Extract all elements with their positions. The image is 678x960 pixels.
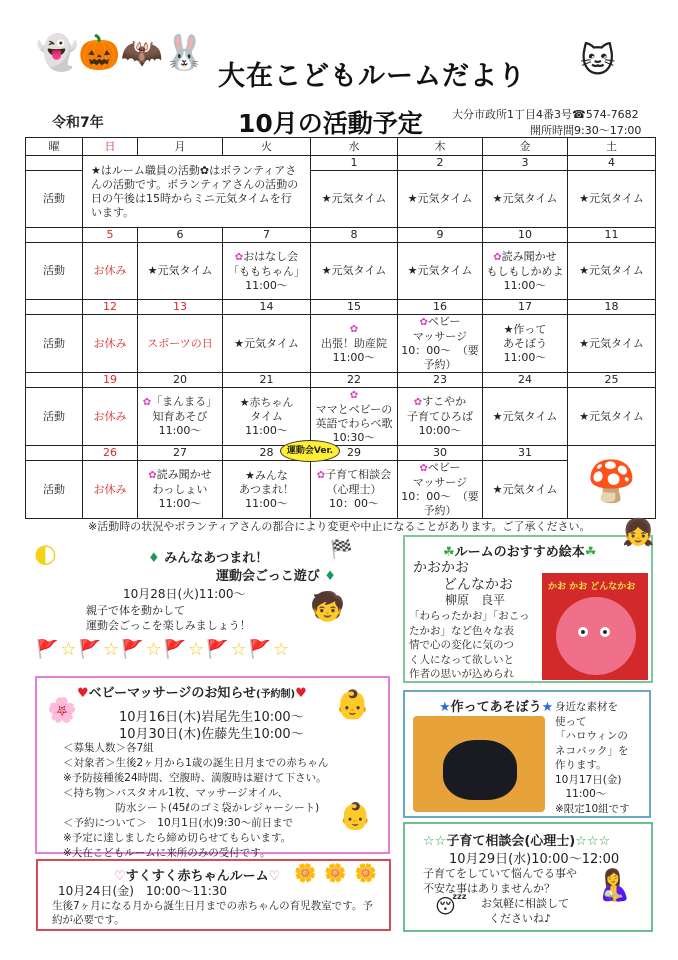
- activity-cell: ★元気タイム: [483, 171, 568, 228]
- date-cell: 25: [568, 373, 656, 388]
- pink-face-icon: [556, 597, 636, 675]
- rabbit-wizard-icon: 🐰: [163, 33, 206, 73]
- activity-cell: ★元気タイム: [568, 243, 656, 300]
- date-cell: 24: [483, 373, 568, 388]
- book-author: 柳原 良平: [445, 593, 506, 607]
- heart-icon: ♥: [77, 686, 89, 701]
- star-icon: ★: [439, 700, 451, 715]
- activity-cell: お休み: [83, 315, 138, 373]
- activity-cell: お休み: [83, 388, 138, 446]
- opening-hours: 開所時間9:30～17:00: [530, 124, 642, 137]
- date-cell: 14: [223, 300, 311, 315]
- date-cell: 21: [223, 373, 311, 388]
- date-cell: 11: [568, 228, 656, 243]
- activity-cell: ✿おはなし会 「ももちゃん」 11:00～: [223, 243, 311, 300]
- book-desc: 「わらったかお」「おこっ たかお」など色々な表 情で心の変化に気のつ く人になって欲しいと 作者の思いが込められ: [409, 610, 530, 680]
- date-cell: 30: [398, 446, 483, 461]
- massage-details: ＜募集人数＞各7組 ＜対象者＞生後2ヶ月から1歳の誕生日月までの赤ちゃん ※予防接種後24時間、空腹時、満腹時は避けて下さい。 ＜持ち物＞バスタオル1枚、マッサージオイル、 防水シート(45ℓのゴミ袋かレジャーシート) ＜予約について＞ 10月1日(水)9:30～前日まで ※予定に達しましたら締め切らせてもらいます。 ※大在こどもルームに来所のみの受付です。: [63, 742, 329, 859]
- activity-label: 活動: [26, 461, 83, 519]
- date-cell: 13: [138, 300, 223, 315]
- row-label-header: 曜: [26, 138, 83, 156]
- parenting-consultation-section: [403, 822, 653, 932]
- activity-label: 活動: [26, 243, 83, 300]
- date-cell: 27: [138, 446, 223, 461]
- pumpkin-carriage-icon: 🎃: [78, 33, 121, 73]
- date-cell: 2: [398, 156, 483, 171]
- baby-room-date: 10月24日(金) 10:00～11:30: [58, 884, 228, 898]
- date-cell: 5: [83, 228, 138, 243]
- date-cell: 10: [483, 228, 568, 243]
- clover-icon: ☘: [443, 545, 455, 560]
- craft-details: 身近な素材を 使って 「ハロウィンの ネコバック」を 作ります。 10月17日(金) 11:00～ ※限定10組です: [555, 701, 630, 815]
- black-cat-icon: [443, 740, 517, 800]
- activity-cell: お休み: [83, 461, 138, 519]
- star-icon: ★: [541, 700, 554, 715]
- recommended-book-section: [403, 535, 653, 683]
- mushroom-cell: [568, 446, 656, 519]
- activity-cell: ✿ベビー マッサージ 10：00～ （要 予約）: [398, 315, 483, 373]
- mother-baby-icon: 🤱: [595, 868, 633, 903]
- diamond-icon: ♦: [324, 569, 336, 584]
- activity-label: 活動: [26, 171, 83, 228]
- sports-date: 10月28日(火)11:00～: [123, 587, 246, 601]
- date-cell: 6: [138, 228, 223, 243]
- activity-label: 活動: [26, 388, 83, 446]
- date-cell: 3: [483, 156, 568, 171]
- date-row: [26, 300, 656, 315]
- date-cell: 31: [483, 446, 568, 461]
- consult-line1: 子育てをしていて悩んでる事や: [423, 867, 577, 880]
- date-row: [26, 373, 656, 388]
- date-cell: 19: [83, 373, 138, 388]
- calendar-footnote: ※活動時の状況やボランティアさんの都合により変更や中止になることがあります。ご了承ください。: [88, 520, 591, 533]
- consult-line2: 不安な事はありませんか？: [423, 882, 555, 895]
- diamond-icon: ♦: [148, 551, 160, 566]
- date-cell: 1: [311, 156, 398, 171]
- baby-lying-icon: 👶: [339, 802, 372, 832]
- date-row: [26, 228, 656, 243]
- activity-cell: ✿ ママとベビーの 英語でわらべ歌 10:30～: [311, 388, 398, 446]
- clover-icon: ☘: [584, 545, 597, 560]
- sports-event-section: [30, 535, 392, 670]
- activity-cell: ★元気タイム: [483, 461, 568, 519]
- cheerleader-child-icon: 🧒: [310, 590, 345, 623]
- massage-heading-note: (予約制): [255, 689, 296, 700]
- activity-cell: ✿すこやか 子育てひろば 10:00～: [398, 388, 483, 446]
- massage-session-1: 10月16日(木)岩尾先生10:00～: [119, 710, 304, 725]
- date-cell: 9: [398, 228, 483, 243]
- massage-heading: ベビーマッサージのお知らせ: [88, 686, 256, 701]
- date-row: [26, 446, 656, 461]
- flag-banner-icon: 🏁: [330, 539, 353, 560]
- legend-note: ★はルーム職員の活動✿はボランティアさんの活動です。ボランティアさんの活動の日の午後は15時からミニ元気タイムを行います。: [83, 156, 311, 228]
- activity-row: [26, 315, 656, 373]
- book-heading: ルームのおすすめ絵本: [454, 545, 585, 560]
- activity-cell: ★元気タイム: [311, 171, 398, 228]
- heart-outline-icon: ♡: [114, 869, 126, 884]
- activity-cell: ✿ 出張！助産院 11:00～: [311, 315, 398, 373]
- flower-icon: 🌸: [47, 696, 77, 724]
- consult-heading: 子育て相談会(心理士): [446, 834, 576, 849]
- sports-title-line2: 運動会ごっこ遊び: [216, 569, 320, 584]
- activity-label: 活動: [26, 315, 83, 373]
- heart-icon: ♥: [295, 686, 307, 701]
- activity-calendar: [25, 137, 656, 519]
- weekday-wed: 水: [311, 138, 398, 156]
- activity-cell: ★元気タイム: [568, 171, 656, 228]
- weekday-tue: 火: [223, 138, 311, 156]
- sleeping-baby-icon: 😴: [435, 894, 468, 918]
- activity-cell: ✿読み聞かせ もしもしかめよ 11:00～: [483, 243, 568, 300]
- date-cell: 23: [398, 373, 483, 388]
- sports-desc-line1: 親子で体を動かして: [86, 604, 185, 617]
- book-cover-image: [542, 573, 648, 680]
- baby-room-section: [36, 859, 391, 931]
- date-cell: 4: [568, 156, 656, 171]
- date-cell: 17: [483, 300, 568, 315]
- date-cell: 8: [311, 228, 398, 243]
- weekday-thu: 木: [398, 138, 483, 156]
- activity-cell: ✿子育て相談会 （心理士） 10：00～: [311, 461, 398, 519]
- flowers-decoration-icon: 🌼🌼🌼: [294, 863, 386, 884]
- baby-room-desc: 生後7ヶ月になる月から誕生日月までの赤ちゃんの育児教室です。予約が必要です。: [52, 900, 373, 926]
- activity-cell: ★赤ちゃん タイム 11:00～: [223, 388, 311, 446]
- weekday-header-row: [26, 138, 656, 156]
- halloween-illustration: [36, 33, 206, 73]
- date-cell: 20: [138, 373, 223, 388]
- date-cell: 28: [223, 446, 311, 461]
- cat-bag-photo: [413, 716, 545, 812]
- date-row: [26, 156, 656, 171]
- baby-massage-section: [35, 676, 390, 859]
- activity-cell: ★元気タイム: [311, 243, 398, 300]
- activity-cell: ★元気タイム: [568, 315, 656, 373]
- baby-room-heading: すくすく赤ちゃんルーム: [125, 869, 269, 884]
- weekday-sat: 土: [568, 138, 656, 156]
- consult-date: 10月29日(水)10:00～12:00: [449, 852, 620, 867]
- craft-section: [403, 690, 651, 818]
- date-cell: 18: [568, 300, 656, 315]
- star-outline-icon: ☆☆: [423, 834, 447, 849]
- date-cell: 29: [311, 446, 398, 461]
- craft-heading: 作ってあそぼう: [450, 700, 542, 715]
- sports-desc-line2: 運動会ごっこを楽しみましょう！: [86, 619, 251, 632]
- activity-cell: ★元気タイム: [568, 388, 656, 446]
- ghost-icon: 👻: [36, 33, 79, 73]
- book-title-line1: かおかお: [413, 560, 469, 576]
- star-outline-icon: ☆☆☆: [575, 834, 611, 849]
- consult-line4: くださいね♪: [489, 912, 552, 925]
- massage-session-2: 10月30日(木)佐藤先生10:00～: [119, 727, 304, 742]
- page-subtitle: 10月の活動予定: [238, 109, 423, 138]
- mushroom-icon: 🍄: [586, 459, 637, 505]
- date-cell: 22: [311, 373, 398, 388]
- address: 大分市政所1丁目4番3号☎574-7682: [452, 108, 639, 121]
- newsletter-title: 大在こどもルームだより: [218, 61, 526, 92]
- sports-title-line1: みんなあつまれ！: [164, 551, 269, 566]
- book-title-line2: どんなかお: [443, 577, 513, 593]
- activity-cell: ★元気タイム: [483, 388, 568, 446]
- weekday-fri: 金: [483, 138, 568, 156]
- activity-row: [26, 388, 656, 446]
- activity-cell: お休み: [83, 243, 138, 300]
- date-cell: 12: [83, 300, 138, 315]
- weekday-sun: 日: [83, 138, 138, 156]
- date-cell: 26: [83, 446, 138, 461]
- activity-cell: ★作って あそぼう 11:00～: [483, 315, 568, 373]
- flags-and-stars-border: 🚩☆🚩☆🚩☆🚩☆🚩☆🚩☆: [36, 639, 292, 660]
- book-cover-title: かお かお どんなかお: [548, 582, 636, 592]
- activity-row: [26, 461, 656, 519]
- activity-cell: ★元気タイム: [398, 243, 483, 300]
- era-year: 令和7年: [52, 115, 104, 131]
- weekday-mon: 月: [138, 138, 223, 156]
- fan-decoration-icon: ◐: [34, 539, 57, 569]
- activity-cell: ✿ベビー マッサージ 10：00～ （要 予約）: [398, 461, 483, 519]
- sports-version-bubble: 運動会Ver.: [280, 440, 340, 462]
- date-cell: 15: [311, 300, 398, 315]
- date-cell: 7: [223, 228, 311, 243]
- heart-outline-icon: ♡: [268, 869, 281, 884]
- consult-line3: お気軽に相談して: [481, 897, 569, 910]
- activity-cell: ✿読み聞かせ わっしょい 11:00～: [138, 461, 223, 519]
- reading-child-icon: 👧: [622, 518, 655, 548]
- activity-cell: ★元気タイム: [138, 243, 223, 300]
- activity-cell: ★元気タイム: [398, 171, 483, 228]
- activity-cell: スポーツの日: [138, 315, 223, 373]
- cat-witch-illustration: 🐱: [580, 41, 616, 81]
- activity-row: [26, 243, 656, 300]
- activity-cell: ✿「まんまる」 知育あそび 11:00～: [138, 388, 223, 446]
- activity-cell: ★元気タイム: [223, 315, 311, 373]
- baby-crawling-icon: 👶: [335, 688, 370, 721]
- date-cell: 16: [398, 300, 483, 315]
- bat-icon: 🦇: [120, 33, 164, 73]
- activity-cell: ★みんな あつまれ！ 11:00～: [223, 461, 311, 519]
